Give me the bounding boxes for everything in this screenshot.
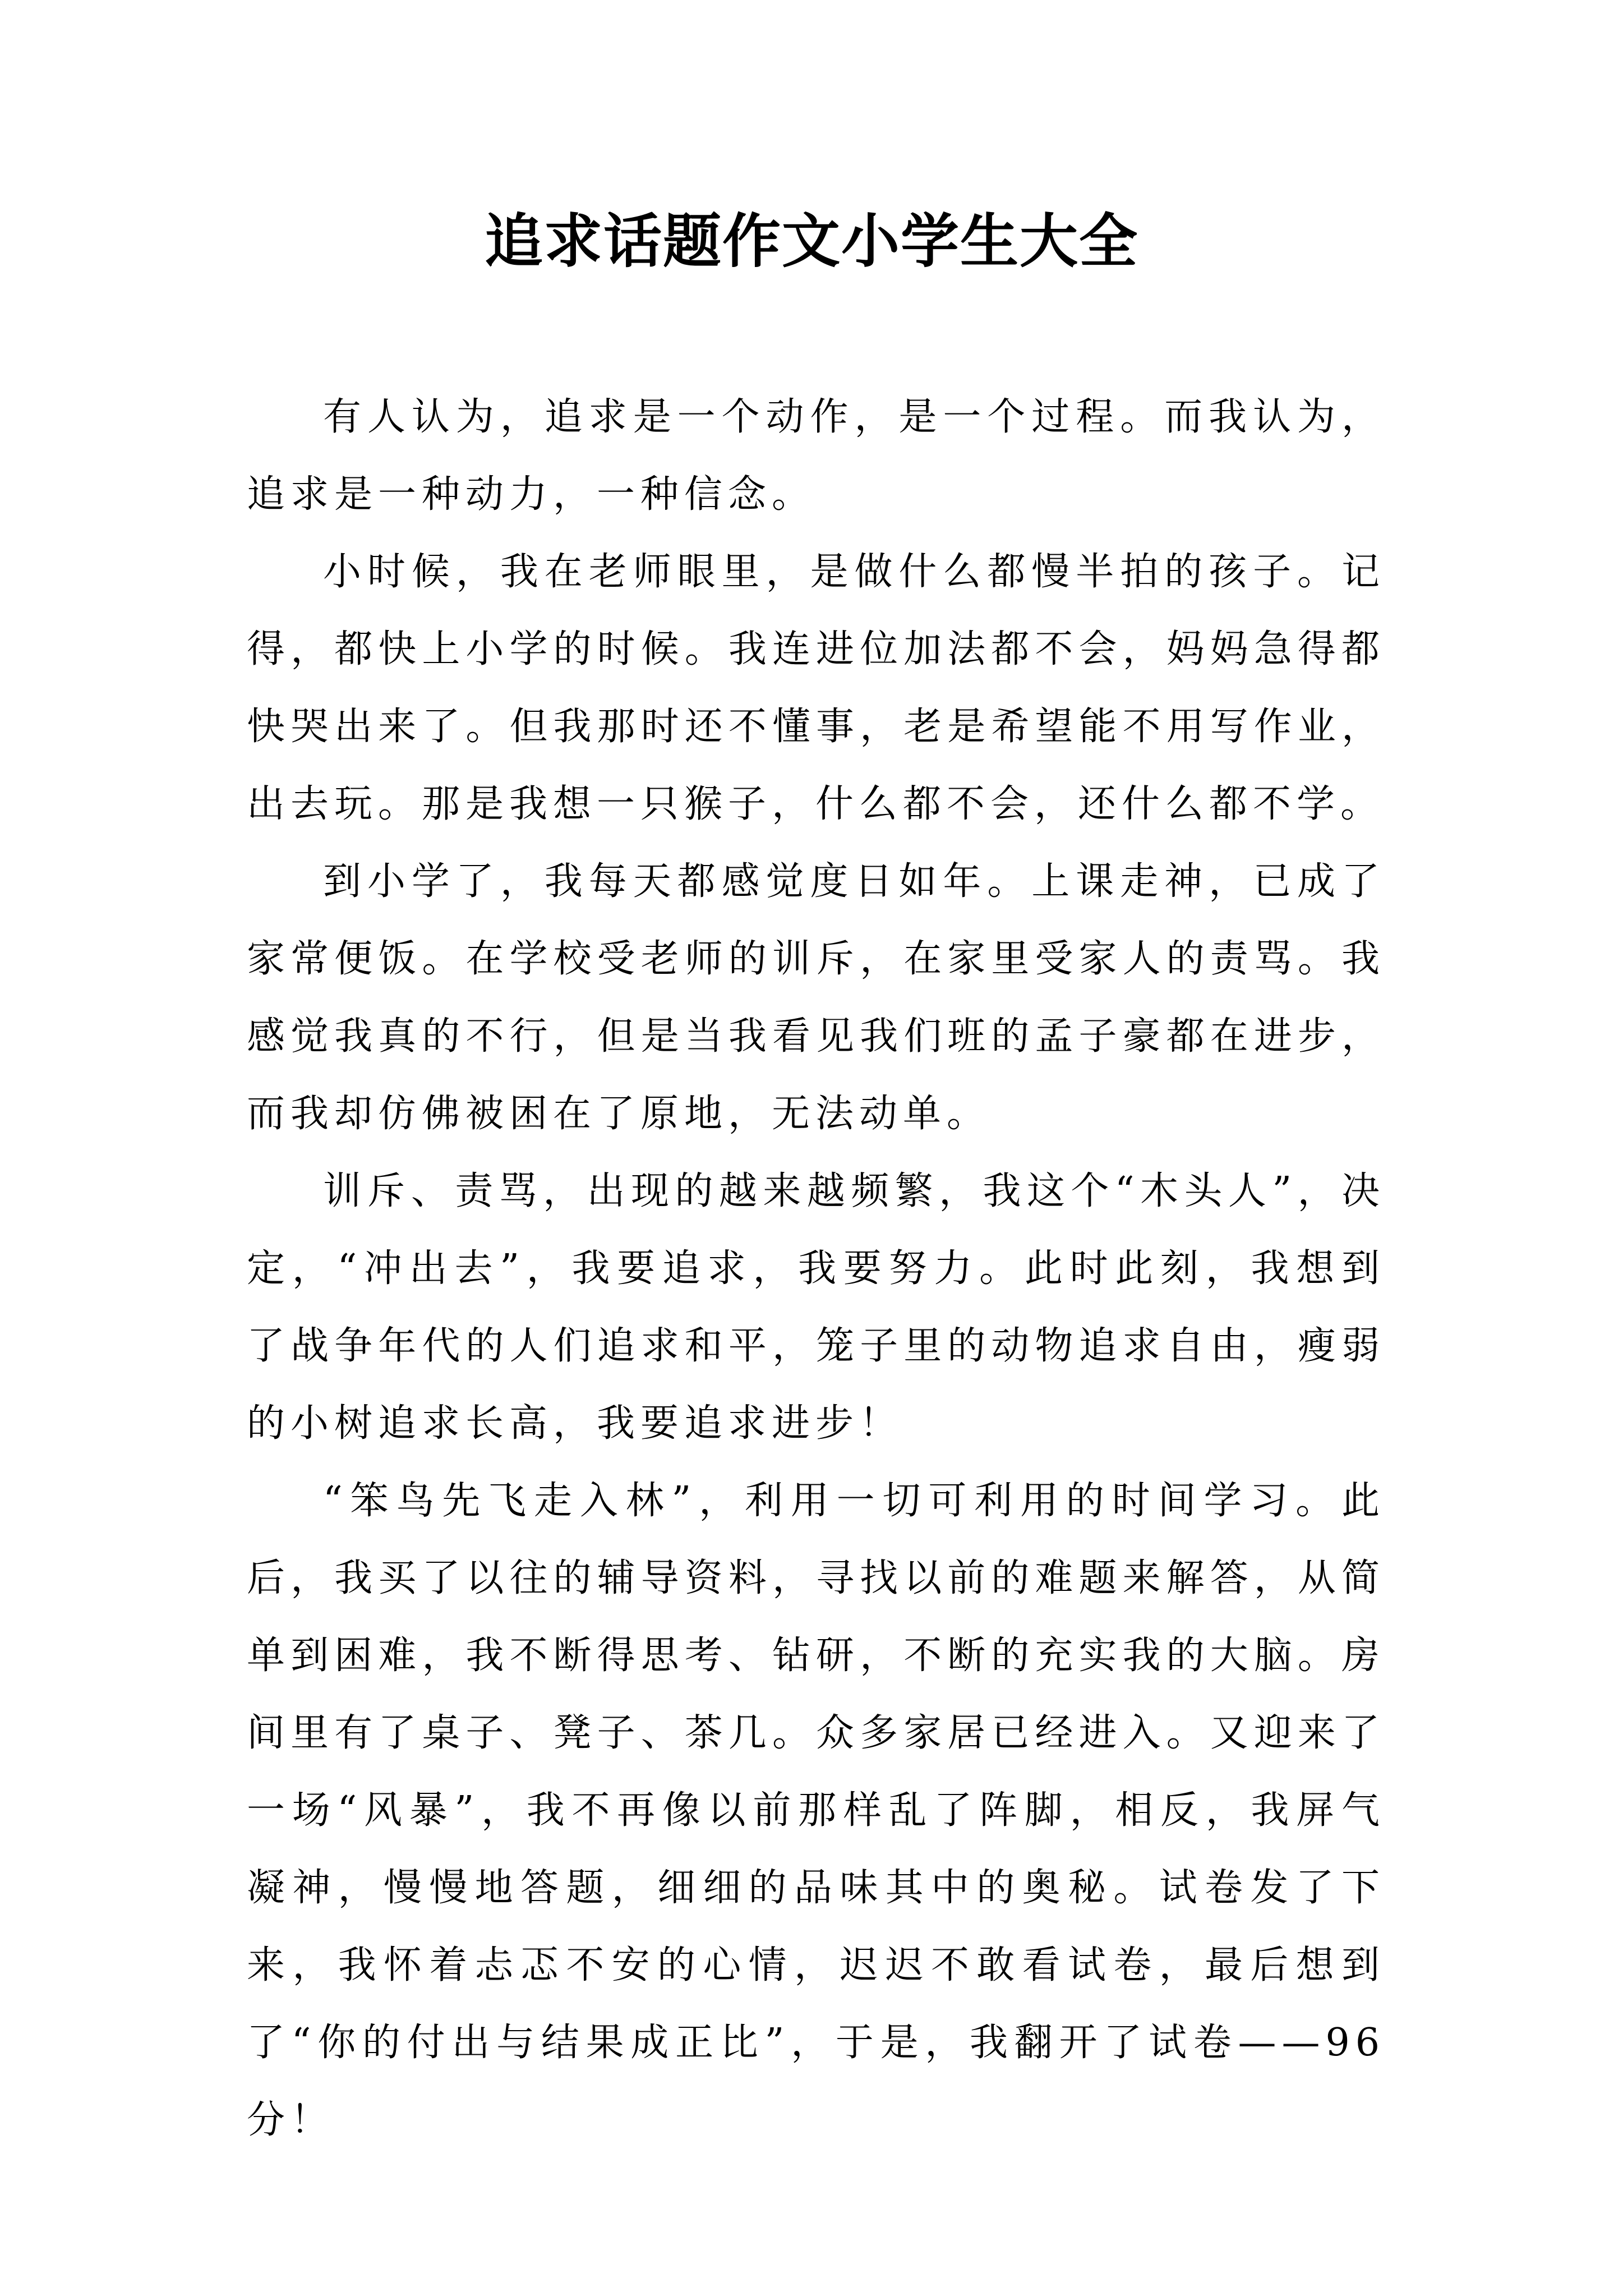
paragraph-2: 小时候，我在老师眼里，是做什么都慢半拍的孩子。记得，都快上小学的时候。我连进位加法都不会，妈妈急得都快哭出来了。但我那时还不懂事，老是希望能不用写作业，出去玩。那是我想一只猴子，什么都不会，还什么都不学。 bbox=[247, 550, 1385, 826]
paragraph-5: “笨鸟先飞走入林”，利用一切可利用的时间学习。此后，我买了以往的辅导资料，寻找以前的难题来解答，从简单到困难，我不断得思考、钻研，不断的充实我的大脑。房间里有了桌子、凳子、茶几。众多家居已经进入。又迎来了一场“风暴”，我不再像以前那样乱了阵脚，相反，我屏气凝神，慢慢地答题，细细的品味其中的奥秘。试卷发了下来，我怀着忐忑不安的心情，迟迟不敢看试卷，最后想到了“你的付出与结果成正比”，于是，我翻开了试卷——96分！ bbox=[247, 1479, 1385, 2142]
paragraph-3: 到小学了，我每天都感觉度日如年。上课走神，已成了家常便饭。在学校受老师的训斥，在家里受家人的责骂。我感觉我真的不行，但是当我看见我们班的孟子豪都在进步，而我却仿佛被困在了原地，无法动单。 bbox=[247, 859, 1385, 1136]
paragraph-1: 有人认为，追求是一个动作，是一个过程。而我认为，追求是一种动力，一种信念。 bbox=[247, 395, 1385, 517]
document-title: 追求话题作文小学生大全 bbox=[484, 206, 1138, 275]
paragraph-4: 训斥、责骂，出现的越来越频繁，我这个“木头人”，决定，“冲出去”，我要追求，我要努力。此时此刻，我想到了战争年代的人们追求和平，笼子里的动物追求自由，瘦弱的小树追求长高，我要追求进步！ bbox=[247, 1169, 1385, 1446]
document-body bbox=[247, 379, 1385, 2159]
